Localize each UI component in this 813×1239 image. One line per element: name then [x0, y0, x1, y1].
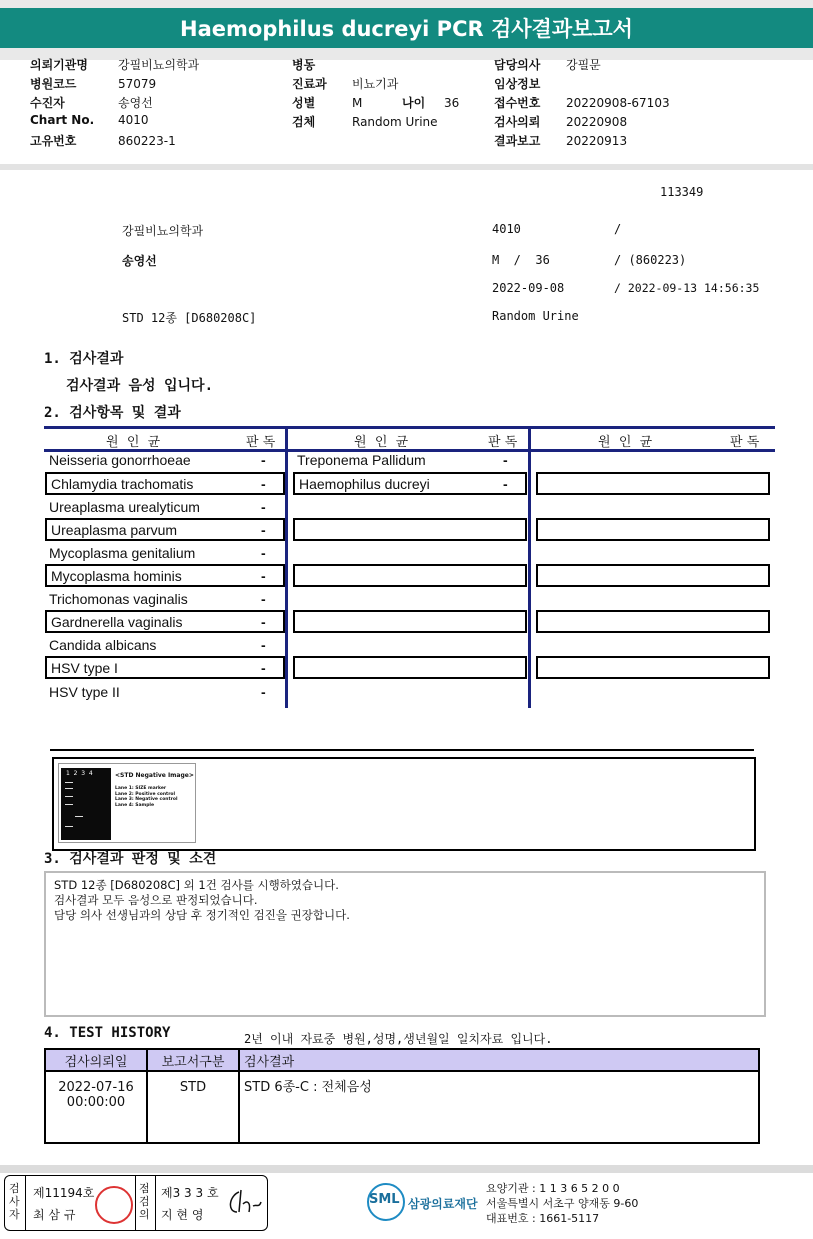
info-sex-age: M / 36 — [492, 253, 550, 267]
label-specimen: 검체 — [292, 115, 316, 129]
section1-result: 검사결과 음성 입니다. — [66, 378, 214, 394]
label-sex: 성별 — [292, 96, 316, 110]
sml-logo-icon — [367, 1183, 403, 1219]
organism-name: HSV type II — [49, 684, 120, 700]
result-value: - — [261, 499, 266, 515]
signer1-label: 검사자 — [9, 1182, 20, 1221]
header-col1 — [30, 56, 199, 151]
result-value: - — [261, 637, 266, 653]
result-row — [45, 472, 285, 495]
org-code: 요양기관 : 1 1 3 6 5 2 0 0 — [486, 1182, 620, 1195]
info-test: STD 12종 [D680208C] — [122, 311, 257, 325]
legend-item: Lane 4: Sample — [115, 802, 155, 808]
label-report-date: 결과보고 — [494, 134, 541, 148]
label-clinic: 의뢰기관명 — [30, 58, 88, 72]
gel-image-box — [52, 757, 756, 851]
info-slash: / — [614, 222, 622, 236]
column-divider-1 — [285, 426, 288, 708]
result-row — [45, 564, 285, 587]
label-patient: 수진자 — [30, 96, 65, 110]
column-divider-2 — [528, 426, 531, 708]
organism-name: Gardnerella vaginalis — [51, 614, 183, 630]
empty-row — [293, 564, 527, 587]
history-date-cell — [45, 1071, 147, 1143]
marker-band — [65, 796, 73, 797]
result-row — [45, 682, 283, 702]
organism-name: Ureaplasma parvum — [51, 522, 178, 538]
info-name: 송영선 — [122, 254, 157, 268]
report-title: Haemophilus ducreyi PCR 검사결과보고서 — [0, 8, 813, 48]
signature-box — [4, 1175, 268, 1231]
label-receipt-no: 접수번호 — [494, 96, 541, 110]
organism-name: Mycoplasma hominis — [51, 568, 182, 584]
col-header-organism-2: 원 인 균 — [354, 435, 409, 450]
organism-name: Candida albicans — [49, 637, 157, 653]
history-header-type: 보고서구분 — [147, 1049, 239, 1071]
value-request-date: 20220908 — [566, 115, 628, 129]
value-hospital-code: 57079 — [118, 77, 157, 91]
empty-row — [536, 564, 770, 587]
marker-band — [65, 804, 73, 805]
organism-name: Haemophilus ducreyi — [299, 476, 430, 492]
empty-row — [293, 656, 527, 679]
empty-row — [536, 656, 770, 679]
history-type: STD — [147, 1071, 239, 1143]
sign-divider — [25, 1176, 26, 1230]
value-specimen: Random Urine — [352, 115, 438, 129]
empty-row — [536, 472, 770, 495]
org-phone: 대표번호 : 1661-5117 — [486, 1212, 600, 1225]
result-row — [45, 610, 285, 633]
control-band — [75, 816, 83, 817]
gel-image — [58, 763, 196, 843]
signature-icon — [223, 1186, 263, 1218]
lane-numbers: 1 2 3 4 — [66, 770, 93, 777]
history-time: 00:00:00 — [66, 1095, 126, 1110]
value-patient: 송영선 — [118, 96, 153, 110]
organism-name: Mycoplasma genitalium — [49, 545, 196, 561]
finding-line: STD 12종 [D680208C] 외 1건 검사를 시행하였습니다. — [54, 878, 339, 892]
marker-band — [65, 782, 73, 783]
col-header-organism-1: 원 인 균 — [106, 435, 161, 450]
label-request-date: 검사의뢰 — [494, 115, 541, 129]
section2-title: 2. 검사항목 및 결과 — [44, 405, 181, 421]
finding-line: 검사결과 모두 음성으로 판정되었습니다. — [54, 893, 258, 907]
organism-name: Neisseria gonorrhoeae — [49, 452, 191, 468]
org-address — [486, 1181, 638, 1226]
empty-row — [536, 518, 770, 541]
result-value: - — [261, 476, 266, 492]
history-header-result: 검사결과 — [239, 1049, 759, 1071]
info-code: 113349 — [660, 185, 704, 199]
result-value: - — [503, 476, 508, 492]
result-row — [45, 635, 283, 655]
label-chart-no: Chart No. — [30, 113, 95, 127]
result-value: - — [261, 614, 266, 630]
result-value: - — [261, 452, 266, 468]
sign-divider — [135, 1176, 136, 1230]
gel-title: <STD Negative Image> — [115, 772, 194, 779]
marker-band — [65, 826, 73, 827]
seal-stamp-icon — [95, 1186, 133, 1224]
sign-divider — [155, 1176, 156, 1230]
result-value: - — [261, 568, 266, 584]
info-clinic: 강필비뇨의학과 — [122, 224, 204, 238]
col-header-result-2: 판 독 — [488, 435, 518, 450]
result-row — [45, 497, 283, 517]
history-header-date: 검사의뢰일 — [45, 1049, 147, 1071]
info-specimen: Random Urine — [492, 309, 579, 323]
empty-row — [293, 610, 527, 633]
value-receipt-no: 20220908-67103 — [566, 96, 670, 110]
result-value: - — [261, 522, 266, 538]
value-clinic: 강필비뇨의학과 — [118, 58, 200, 72]
value-unique-no: 860223-1 — [118, 134, 176, 148]
result-row — [45, 518, 285, 541]
gel-lanes — [61, 768, 111, 840]
value-sex: M — [352, 96, 363, 110]
legend-item: Lane 3: Negative control — [115, 797, 178, 802]
history-table — [44, 1048, 760, 1144]
empty-row — [293, 518, 527, 541]
col-header-organism-3: 원 인 균 — [598, 435, 653, 450]
info-birth: / (860223) — [614, 253, 687, 267]
section1-title: 1. 검사결과 — [44, 351, 124, 367]
label-clinical-info: 임상정보 — [494, 77, 541, 91]
result-row — [45, 656, 285, 679]
label-ward: 병동 — [292, 58, 316, 72]
signer2-license: 제3 3 3 호 — [161, 1186, 219, 1200]
signer2-name: 지 현 영 — [161, 1208, 204, 1222]
result-value: - — [261, 591, 266, 607]
history-note: 2년 이내 자료중 병원,성명,생년월일 일치자료 입니다. — [244, 1032, 553, 1046]
section4-title: 4. TEST HISTORY — [44, 1025, 171, 1041]
signer2-label: 점검의 — [139, 1182, 150, 1221]
organism-name: Treponema Pallidum — [297, 452, 426, 468]
info-chart: 4010 — [492, 222, 521, 236]
org-addr: 서울특별시 서초구 양재동 9-60 — [486, 1197, 639, 1210]
section3-title: 3. 검사결과 판정 및 소견 — [44, 851, 217, 867]
col-header-result-3: 판 독 — [730, 435, 760, 450]
organism-name: HSV type I — [51, 660, 118, 676]
gel-legend — [115, 786, 178, 808]
organism-name: Chlamydia trachomatis — [51, 476, 194, 492]
result-value: - — [261, 660, 266, 676]
finding-line: 담당 의사 선생님과의 상담 후 정기적인 검진을 권장합니다. — [54, 908, 350, 922]
value-dept: 비뇨기과 — [352, 77, 399, 91]
header-col2 — [292, 56, 459, 132]
image-divider — [50, 749, 754, 751]
result-value: - — [261, 545, 266, 561]
result-row — [45, 589, 283, 609]
info-date1: 2022-09-08 — [492, 281, 565, 295]
header-col3 — [494, 56, 670, 151]
legend-item: Lane 1: SIZE marker — [115, 786, 167, 791]
value-age: 36 — [444, 96, 460, 110]
result-row — [45, 543, 283, 563]
label-age: 나이 — [402, 96, 426, 110]
marker-band — [65, 788, 73, 789]
history-result: STD 6종-C : 전체음성 — [239, 1071, 759, 1143]
organism-name: Trichomonas vaginalis — [49, 591, 188, 607]
value-chart-no: 4010 — [118, 113, 149, 127]
label-hospital-code: 병원코드 — [30, 77, 77, 91]
results-table-header — [44, 426, 775, 452]
history-date: 2022-07-16 — [58, 1080, 134, 1095]
result-row — [293, 472, 527, 495]
result-value: - — [261, 684, 266, 700]
label-doctor: 담당의사 — [494, 58, 541, 72]
label-unique-no: 고유번호 — [30, 134, 77, 148]
org-name: 삼광의료재단 — [408, 1197, 478, 1211]
value-report-date: 20220913 — [566, 134, 628, 148]
result-row — [45, 450, 283, 470]
col-header-result-1: 판 독 — [246, 435, 276, 450]
info-date2: / 2022-09-13 14:56:35 — [614, 281, 760, 295]
organism-name: Ureaplasma urealyticum — [49, 499, 200, 515]
header-divider — [0, 164, 813, 170]
logo-text: SML — [369, 1192, 400, 1207]
findings-box — [44, 871, 766, 1017]
result-row — [293, 450, 525, 470]
label-dept: 진료과 — [292, 77, 327, 91]
result-value: - — [503, 452, 508, 468]
footer-band — [0, 1165, 813, 1173]
table-row — [45, 1071, 759, 1143]
legend-item: Lane 2: Positive control — [115, 791, 176, 797]
empty-row — [536, 610, 770, 633]
value-doctor: 강필문 — [566, 58, 601, 72]
signer1-license: 제11194호 — [33, 1186, 95, 1200]
signer1-name: 최 삼 규 — [33, 1208, 76, 1222]
